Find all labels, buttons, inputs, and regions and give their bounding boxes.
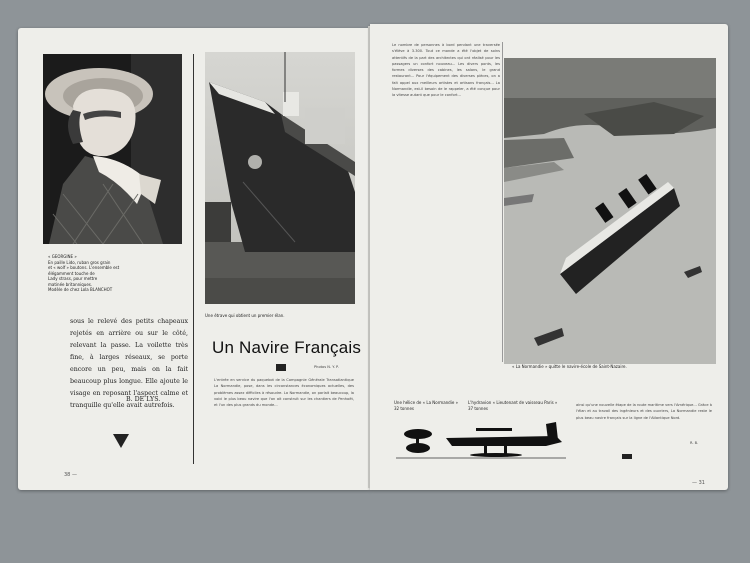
closing-text: ainsi qu'une nouvelle étape de la route maritime vers l'Amérique... Grâce à l'élan et au travail des ingénieurs et des ouvriers, La Normandie reste le plus beau navire français sur la ligne de l'Atlantique Nord.: [576, 403, 712, 420]
propeller-seaplane-illustration: [396, 418, 566, 464]
seaplane-caption: L'hydravion « Lieutenant de vaisseau Paris » 37 tonnes: [468, 400, 558, 411]
triangle-ornament-icon: [113, 434, 129, 448]
right-column-text: Le nombre de personnes à bord pendant une traversée s'élève à 3.300. Tout ce monde a été l'objet de soins attentifs de la part des architectes qui ont réalisé pour les passagers un confort nouveau... Les divers ponts, les formes diverses des cabines, les salons, le grand restaurant... Pour l'équipement des diverses pièces, on a fait appel aux meilleurs artistes et artisans français... La Normandie, est-il besoin de le rappeler, a été conçue pour la vitesse autant que pour le confort...: [392, 43, 500, 98]
left-page: [18, 28, 370, 490]
harbor-caption: « La Normandie » quitte le navire-école de Saint-Nazaire.: [512, 364, 627, 369]
column-divider: [193, 54, 194, 464]
photo-credit: Photos N. Y. P.: [314, 365, 339, 369]
right-page: [370, 24, 728, 490]
right-page-number: — 31: [692, 480, 705, 486]
author-initials: R. B.: [690, 441, 699, 445]
article-title: Un Navire Français: [212, 338, 362, 357]
ship-caption: Une étrave qui obtient un premier élan.: [205, 313, 285, 318]
tricolor-flag-icon: [276, 364, 286, 371]
fashion-caption: « GEORGINE » En paille Lido, ruban gros grain et « wolf » boutons. L'ensemble est élégamment touche de Lady strass, pour mettre matinée britanniques. Modèle de chez Lola BLANCHOT: [48, 254, 120, 292]
signature: B. DE LYS.: [126, 396, 161, 403]
propeller-caption: Une hélice de « La Normandie » 32 tonnes: [394, 400, 459, 411]
magazine-spread: [18, 22, 730, 492]
fashion-photo: [43, 54, 182, 244]
left-page-number: 38 —: [64, 472, 77, 478]
right-column-divider: [502, 42, 503, 362]
tricolor-flag-icon-right: [622, 454, 632, 459]
harbor-aerial-photo: [504, 58, 716, 364]
article-lead-text: L'entrée en service du paquebot de la Compagnie Générale Transatlantique La Normandie, pose, dans les circonstances économiques actuelles, des problèmes assez difficiles à résoudre. La Normandie, on parlait beaucoup, la voici le plus beau navire que l'on ait construit sur les chantiers de Penhoët, et l'un des plus grands du monde...: [214, 378, 354, 408]
ship-bow-photo: [205, 52, 355, 304]
fashion-body-text: sous le relevé des petits chapeaux rejetés en arrière ou sur le côté, relevant la passe. La voilette très fine, à larges réseaux, se porte encore un peu, mais on la fait beaucoup plus longue. Elle ajoute le visage en reposant l'aspect calme et tranquille qu'elle avait autrefois.: [70, 318, 188, 409]
